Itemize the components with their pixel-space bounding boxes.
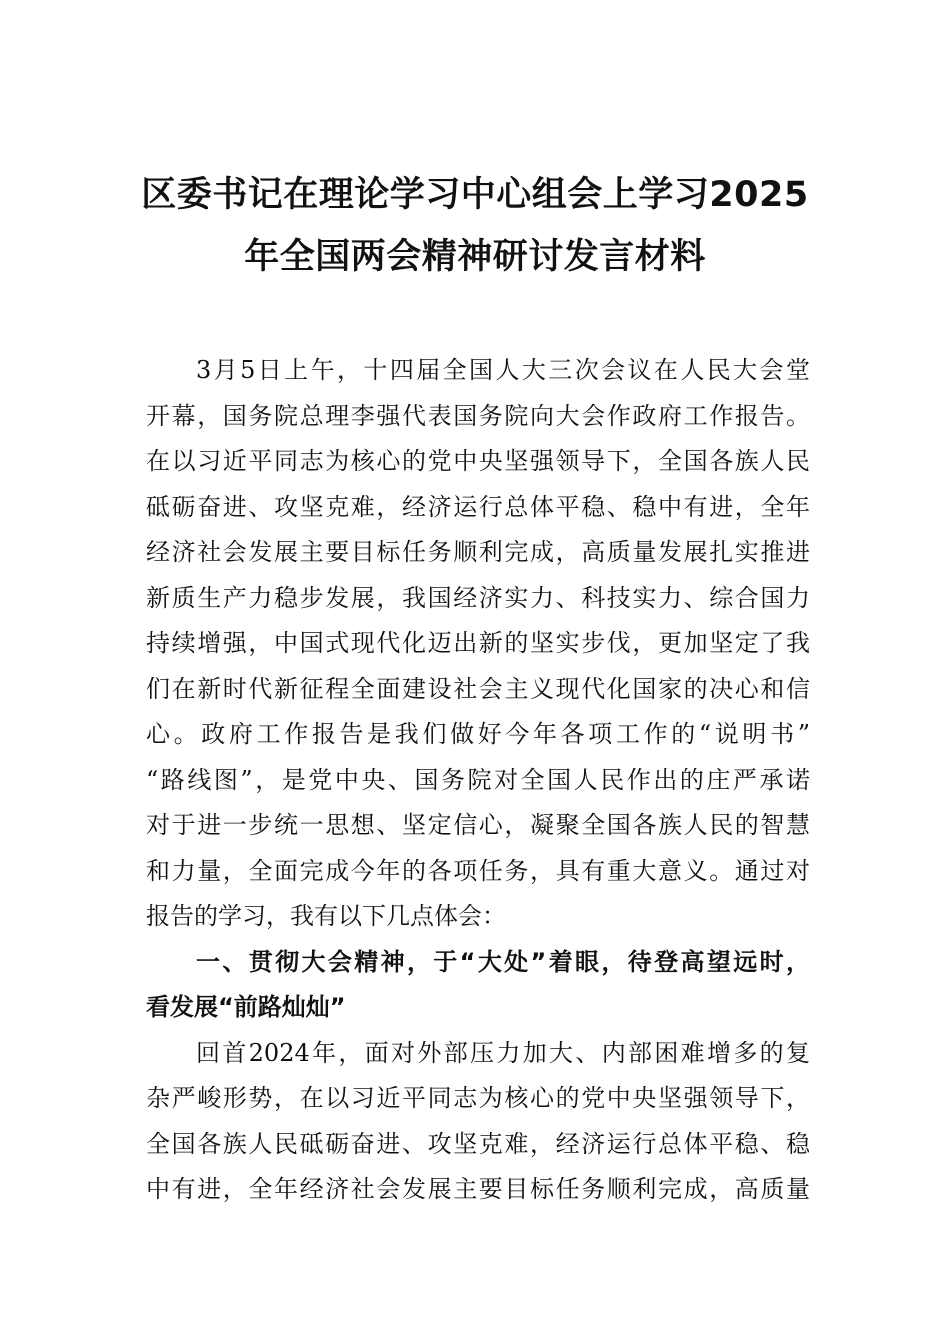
paragraph-line: 开幕，国务院总理李强代表国务院向大会作政府工作报告。: [146, 401, 810, 430]
paragraph-line: 和力量，全面完成今年的各项任务，具有重大意义。通过对: [146, 856, 810, 885]
paragraph-line: 经济社会发展主要目标任务顺利完成，高质量发展扎实推进: [146, 538, 810, 566]
title-line: 年全国两会精神研讨发言材料: [244, 237, 706, 277]
paragraph-line: 对于进一步统一思想、坚定信心，凝聚全国各族人民的智慧: [146, 811, 810, 839]
paragraph-line: 3月5日上午，十四届全国人大三次会议在人民大会堂: [196, 356, 810, 384]
paragraph-line: 回首2024年，面对外部压力加大、内部困难增多的复: [196, 1038, 810, 1067]
paragraph-line: 中有进，全年经济社会发展主要目标任务顺利完成，高质量: [146, 1175, 810, 1203]
paragraph-line: 持续增强，中国式现代化迈出新的坚实步伐，更加坚定了我: [146, 629, 810, 657]
paragraph-line: 报告的学习，我有以下几点体会：: [146, 902, 506, 930]
document-title: [140, 164, 810, 288]
section-heading-line: 看发展“前路灿灿”: [146, 993, 346, 1021]
title-line: 区委书记在理论学习中心组会上学习2025: [141, 175, 809, 215]
paragraph-line: 砥砺奋进、攻坚克难，经济运行总体平稳、稳中有进，全年: [146, 492, 810, 521]
paragraph-line: 心。政府工作报告是我们做好今年各项工作的“说明书”: [146, 720, 810, 748]
section-heading-line: 一、贯彻大会精神，于“大处”着眼，待登高望远时，: [196, 947, 810, 976]
paragraph-line: 们在新时代新征程全面建设社会主义现代化国家的决心和信: [146, 674, 810, 703]
paragraph-line: 新质生产力稳步发展，我国经济实力、科技实力、综合国力: [146, 583, 810, 612]
paragraph-line: 全国各族人民砥砺奋进、攻坚克难，经济运行总体平稳、稳: [146, 1129, 810, 1158]
paragraph-line: “路线图”，是党中央、国务院对全国人民作出的庄严承诺: [146, 765, 810, 794]
paragraph-line: 在以习近平同志为核心的党中央坚强领导下，全国各族人民: [146, 447, 810, 475]
document-body: [146, 348, 810, 1213]
paragraph-line: 杂严峻形势，在以习近平同志为核心的党中央坚强领导下，: [146, 1084, 810, 1112]
